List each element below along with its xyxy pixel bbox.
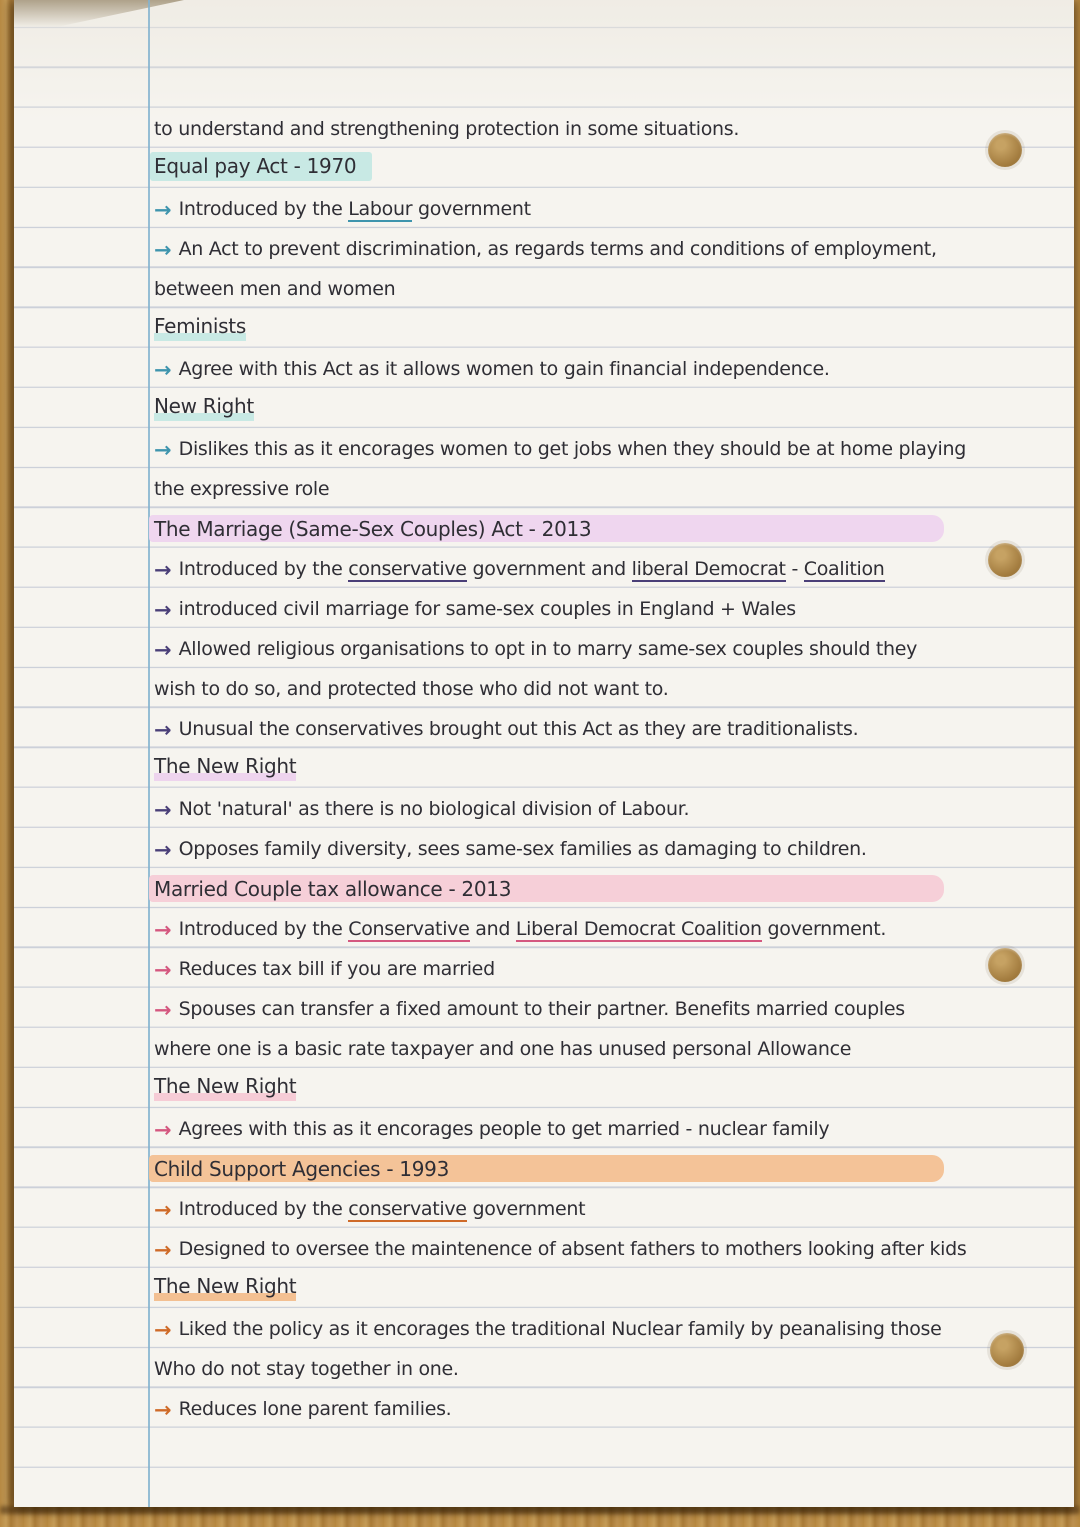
line-text xyxy=(179,559,885,581)
line-text xyxy=(154,279,395,301)
paper-drop-shadow xyxy=(0,1506,1080,1514)
text-segment: where one is a basic rate taxpayer and one has unused personal Allowance xyxy=(154,1038,852,1061)
underlined-term: conservative xyxy=(348,558,467,581)
arrow-bullet-icon: → xyxy=(154,358,172,382)
arrow-bullet-icon: → xyxy=(154,1318,172,1342)
arrow-bullet-icon: → xyxy=(154,1238,172,1262)
text-line xyxy=(154,666,1062,706)
text-segment: Child Support Agencies - 1993 xyxy=(154,1157,449,1181)
text-segment: Married Couple tax allowance - 2013 xyxy=(154,877,512,901)
sub-heading xyxy=(154,1066,1062,1106)
text-segment: New Right xyxy=(154,394,254,418)
underlined-term: Labour xyxy=(348,198,413,221)
text-segment: Introduced by the xyxy=(178,198,349,221)
sub-heading xyxy=(154,306,1062,346)
underlined-term: liberal Democrat xyxy=(631,558,786,581)
line-text xyxy=(179,919,886,941)
text-segment: The New Right xyxy=(154,1074,297,1098)
text-line xyxy=(154,106,1062,146)
line-text xyxy=(154,878,511,901)
arrow-bullet-icon: → xyxy=(154,958,172,982)
bullet-line xyxy=(154,426,1062,466)
bullet-line xyxy=(154,986,1062,1026)
arrow-bullet-icon: → xyxy=(154,638,172,662)
underlined-term: Conservative xyxy=(348,918,470,941)
text-segment: An Act to prevent discrimination, as regards terms and conditions of employment, xyxy=(178,238,937,261)
bullet-line xyxy=(154,546,1062,586)
line-text xyxy=(179,999,905,1021)
underlined-term: Liberal Democrat Coalition xyxy=(515,918,762,941)
text-segment: government xyxy=(466,1198,586,1221)
text-segment: introduced civil marriage for same-sex couples in England + Wales xyxy=(178,598,796,621)
arrow-bullet-icon: → xyxy=(154,598,172,622)
line-text xyxy=(179,199,531,221)
line-text xyxy=(179,799,690,821)
arrow-bullet-icon: → xyxy=(154,1398,172,1422)
bullet-line xyxy=(154,1106,1062,1146)
page-corner-shadow xyxy=(14,0,184,36)
line-text xyxy=(154,1075,296,1101)
line-text xyxy=(179,1399,452,1421)
bullet-line xyxy=(154,1306,1062,1346)
bullet-line xyxy=(154,946,1062,986)
text-segment: Introduced by the xyxy=(178,1198,349,1221)
line-text xyxy=(150,152,372,181)
text-segment: Liked the policy as it encorages the traditional Nuclear family by peanalising those xyxy=(178,1318,942,1341)
arrow-bullet-icon: → xyxy=(154,838,172,862)
notes-lines xyxy=(154,106,1062,1426)
text-segment: - xyxy=(785,558,804,581)
text-segment: government. xyxy=(761,918,887,941)
underlined-term: Coalition xyxy=(803,558,885,581)
bullet-line xyxy=(154,906,1062,946)
text-line xyxy=(154,266,1062,306)
text-segment: Dislikes this as it encorages women to get jobs when they should be at home playing xyxy=(178,438,966,461)
line-text xyxy=(154,395,254,421)
line-text xyxy=(179,359,830,381)
text-segment: Agrees with this as it encorages people to get married - nuclear family xyxy=(178,1118,830,1141)
line-text xyxy=(154,679,669,701)
arrow-bullet-icon: → xyxy=(154,798,172,822)
text-segment: the expressive role xyxy=(154,478,330,501)
text-segment: Equal pay Act - 1970 xyxy=(154,154,357,178)
section-heading xyxy=(154,506,1062,546)
line-text xyxy=(179,719,859,741)
line-text xyxy=(179,1119,830,1141)
text-segment: The Marriage (Same-Sex Couples) Act - 2013 xyxy=(154,517,592,541)
arrow-bullet-icon: → xyxy=(154,1118,172,1142)
bullet-line xyxy=(154,826,1062,866)
text-segment: between men and women xyxy=(154,278,396,301)
line-text xyxy=(154,315,246,341)
line-text xyxy=(179,439,966,461)
text-segment: Reduces tax bill if you are married xyxy=(178,958,495,981)
line-text xyxy=(154,1158,449,1181)
text-segment: Reduces lone parent families. xyxy=(178,1398,452,1421)
sub-heading xyxy=(154,386,1062,426)
line-text xyxy=(154,1359,459,1381)
section-heading xyxy=(154,1146,1062,1186)
text-segment: government xyxy=(412,198,531,221)
text-segment: Introduced by the xyxy=(178,918,349,941)
bullet-line xyxy=(154,1186,1062,1226)
text-segment: government and xyxy=(466,558,632,581)
text-segment: Unusual the conservatives brought out this Act as they are traditionalists. xyxy=(178,718,859,741)
arrow-bullet-icon: → xyxy=(154,558,172,582)
arrow-bullet-icon: → xyxy=(154,198,172,222)
line-text xyxy=(154,1039,851,1061)
bullet-line xyxy=(154,626,1062,666)
section-heading xyxy=(154,146,1062,186)
line-text xyxy=(179,239,937,261)
arrow-bullet-icon: → xyxy=(154,998,172,1022)
line-text xyxy=(179,1319,942,1341)
line-text xyxy=(179,1239,967,1261)
text-segment: and xyxy=(469,918,516,941)
bullet-line xyxy=(154,786,1062,826)
bullet-line xyxy=(154,346,1062,386)
margin-line xyxy=(148,0,150,1507)
text-segment: Spouses can transfer a fixed amount to their partner. Benefits married couples xyxy=(178,998,905,1021)
text-segment: Not 'natural' as there is no biological division of Labour. xyxy=(178,798,690,821)
bullet-line xyxy=(154,1226,1062,1266)
bullet-line xyxy=(154,586,1062,626)
line-text xyxy=(154,755,296,781)
text-line xyxy=(154,1026,1062,1066)
line-text xyxy=(179,839,867,861)
text-segment: Allowed religious organisations to opt in to marry same-sex couples should they xyxy=(178,638,918,661)
notebook-page xyxy=(14,0,1074,1507)
text-segment: to understand and strengthening protection in some situations. xyxy=(154,118,740,141)
text-segment: Feminists xyxy=(154,314,246,338)
section-heading xyxy=(154,866,1062,906)
line-text xyxy=(179,959,495,981)
arrow-bullet-icon: → xyxy=(154,918,172,942)
line-text xyxy=(179,639,918,661)
arrow-bullet-icon: → xyxy=(154,1198,172,1222)
text-segment: The New Right xyxy=(154,1274,297,1298)
text-line xyxy=(154,1346,1062,1386)
line-text xyxy=(154,518,591,541)
text-segment: Who do not stay together in one. xyxy=(154,1358,459,1381)
text-segment: The New Right xyxy=(154,754,297,778)
bullet-line xyxy=(154,706,1062,746)
sub-heading xyxy=(154,1266,1062,1306)
text-segment: Introduced by the xyxy=(178,558,349,581)
arrow-bullet-icon: → xyxy=(154,238,172,262)
bullet-line xyxy=(154,1386,1062,1426)
line-text xyxy=(154,479,329,501)
sub-heading xyxy=(154,746,1062,786)
bullet-line xyxy=(154,226,1062,266)
line-text xyxy=(179,599,796,621)
line-text xyxy=(179,1199,586,1221)
arrow-bullet-icon: → xyxy=(154,718,172,742)
text-line xyxy=(154,466,1062,506)
line-text xyxy=(154,119,739,141)
line-text xyxy=(154,1275,296,1301)
text-segment: wish to do so, and protected those who did not want to. xyxy=(154,678,669,701)
text-segment: Designed to oversee the maintenence of absent fathers to mothers looking after kids xyxy=(178,1238,967,1261)
arrow-bullet-icon: → xyxy=(154,438,172,462)
bullet-line xyxy=(154,186,1062,226)
text-segment: Opposes family diversity, sees same-sex families as damaging to children. xyxy=(178,838,867,861)
underlined-term: conservative xyxy=(348,1198,467,1221)
text-segment: Agree with this Act as it allows women to gain financial independence. xyxy=(178,358,830,381)
